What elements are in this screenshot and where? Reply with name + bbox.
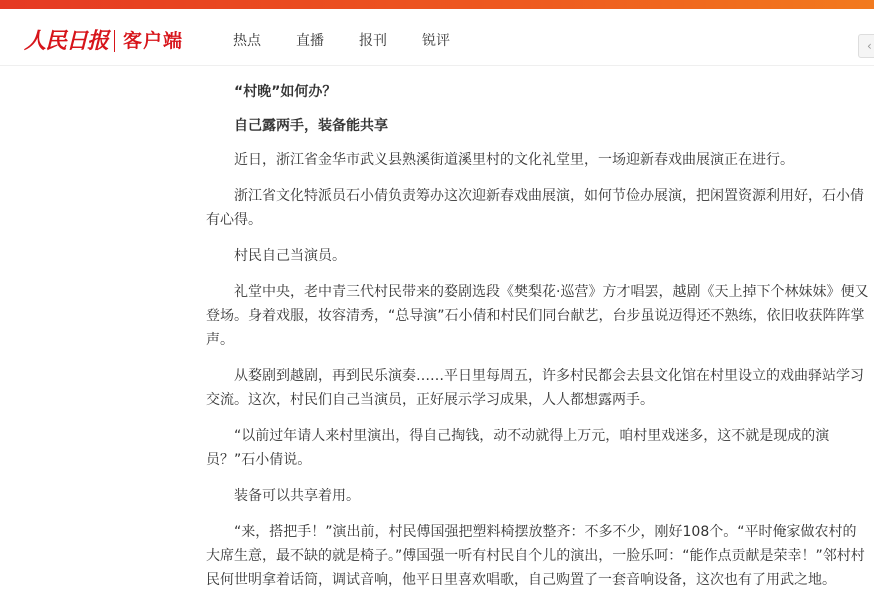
article-body bbox=[206, 80, 870, 604]
main-nav bbox=[233, 31, 485, 51]
article-paragraph: “以前过年请人来村里演出，得自己掏钱，动不动就得上万元，咱村里戏迷多，这不就是现成的演员？”石小倩说。 bbox=[206, 428, 830, 468]
nav-item-hot[interactable]: 热点 bbox=[233, 33, 261, 49]
site-logo[interactable] bbox=[24, 25, 183, 57]
nav-item-newspaper[interactable]: 报刊 bbox=[359, 33, 387, 49]
article-paragraph: 礼堂中央，老中青三代村民带来的婺剧选段《樊梨花·巡营》方才唱罢，越剧《天上掉下个林妹妹》便又登场。身着戏服，妆容清秀，“总导演”石小倩和村民们同台献艺，台步虽说迈得还不熟练，依旧收获阵阵掌声。 bbox=[206, 284, 869, 348]
nav-item-live[interactable]: 直播 bbox=[296, 33, 324, 49]
site-header bbox=[0, 9, 874, 66]
article-paragraph: 从婺剧到越剧，再到民乐演奏……平日里每周五，许多村民都会去县文化馆在村里设立的戏曲驿站学习交流。这次，村民们自己当演员，正好展示学习成果，人人都想露两手。 bbox=[206, 368, 864, 408]
header-right-control[interactable] bbox=[858, 34, 874, 58]
chevron-left-icon: ‹ bbox=[867, 39, 872, 53]
article-paragraph: 村民自己当演员。 bbox=[234, 248, 346, 264]
article-paragraph: 近日，浙江省金华市武义县熟溪街道溪里村的文化礼堂里，一场迎新春戏曲展演正在进行。 bbox=[234, 152, 794, 168]
article-paragraph: “来，搭把手！”演出前，村民傅国强把塑料椅摆放整齐：不多不少，刚好108个。“平时俺家做农村的大席生意，最不缺的就是椅子。”傅国强一听有村民自个儿的演出，一脸乐呵：“能作点贡献是荣幸！”邻村村民何世明拿着话筒，调试音响，他平日里喜欢唱歌，自己购置了一套音响设备，这次也有了用武之地。 bbox=[206, 524, 865, 588]
article-paragraph: 装备可以共享着用。 bbox=[234, 488, 360, 504]
article-subheading: 自己露两手，装备能共享 bbox=[234, 118, 388, 134]
logo-client-text: 客户端 bbox=[123, 29, 184, 52]
nav-item-commentary[interactable]: 锐评 bbox=[422, 33, 450, 49]
logo-calligraphy: 人民日报 bbox=[24, 28, 109, 54]
top-accent-bar bbox=[0, 0, 874, 9]
logo-divider bbox=[114, 30, 115, 52]
article-subheading: “村晚”如何办？ bbox=[234, 84, 337, 100]
article-paragraph: 浙江省文化特派员石小倩负责筹办这次迎新春戏曲展演，如何节俭办展演，把闲置资源利用好，石小倩有心得。 bbox=[206, 188, 864, 228]
